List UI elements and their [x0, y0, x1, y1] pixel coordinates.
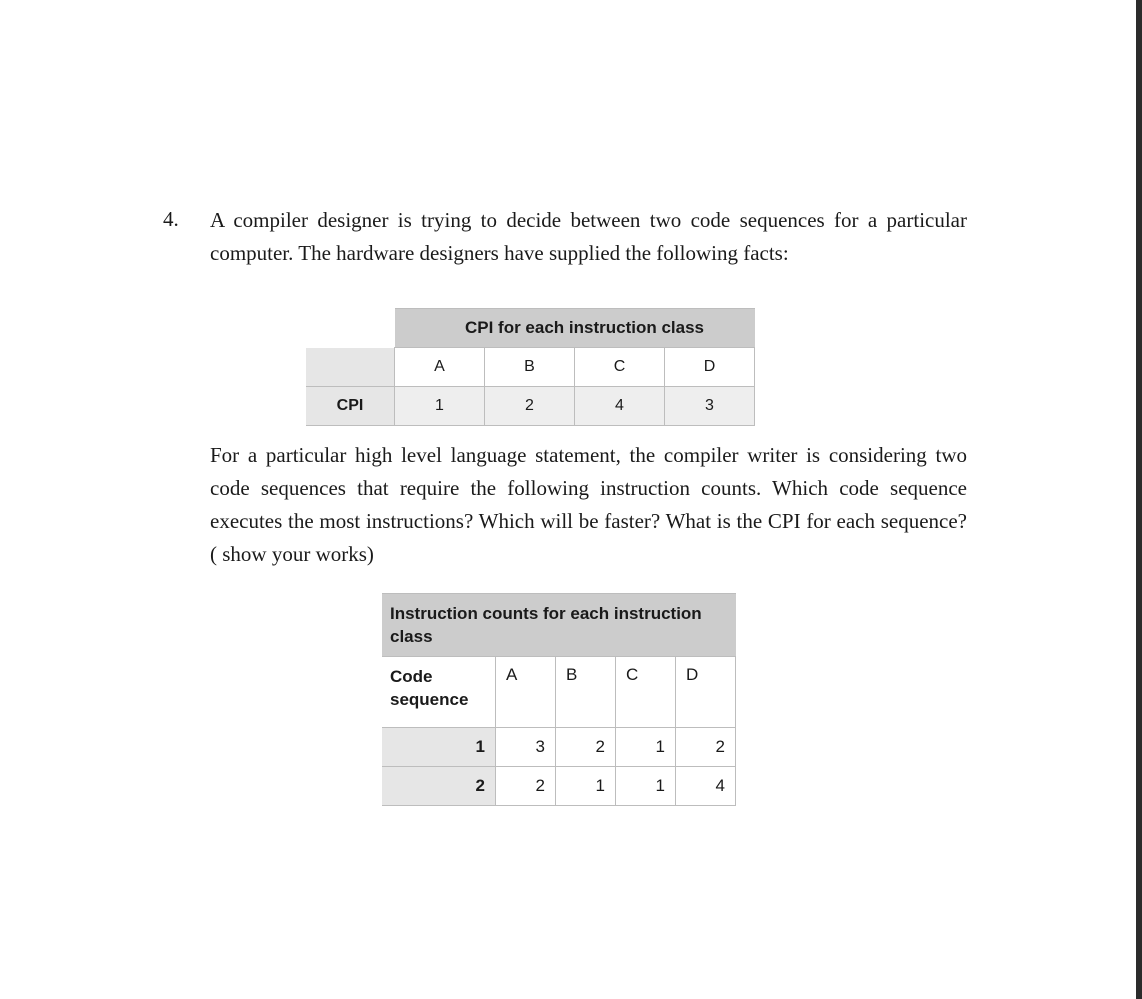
cpi-value-c: 4 — [575, 387, 665, 426]
instruction-count-table — [382, 593, 736, 806]
question-intro: A compiler designer is trying to decide between two code sequences for a particular computer. The hardware designers have supplied the following facts: — [210, 208, 967, 265]
count-value: 2 — [676, 728, 736, 767]
sequence-label: 2 — [382, 767, 496, 806]
cpi-col-header-c: C — [575, 348, 665, 387]
cpi-value-d: 3 — [665, 387, 755, 426]
question-body: For a particular high level language statement, the compiler writer is considering two code sequences that require the following instruction counts. Which code sequence executes the most instructions? Which will be faster? What is the CPI for each sequence? ( show your works) — [210, 443, 967, 566]
count-value: 1 — [556, 767, 616, 806]
count-value: 3 — [496, 728, 556, 767]
cpi-col-header-a: A — [395, 348, 485, 387]
count-col-header-b: B — [556, 657, 616, 728]
cpi-table-corner-header — [306, 309, 395, 348]
cpi-table — [306, 308, 755, 426]
cpi-row-label: CPI — [306, 387, 395, 426]
count-col-header-c: C — [616, 657, 676, 728]
cpi-col-header-b: B — [485, 348, 575, 387]
cpi-col-header-d: D — [665, 348, 755, 387]
table-row — [382, 728, 736, 767]
count-value: 2 — [496, 767, 556, 806]
cpi-value-b: 2 — [485, 387, 575, 426]
count-table-title: Instruction counts for each instruction class — [382, 594, 736, 657]
count-value: 2 — [556, 728, 616, 767]
table-row — [382, 767, 736, 806]
count-value: 1 — [616, 728, 676, 767]
count-col-header-a: A — [496, 657, 556, 728]
count-col-header-d: D — [676, 657, 736, 728]
sequence-label: 1 — [382, 728, 496, 767]
page-right-edge — [1136, 0, 1142, 999]
cpi-table-corner — [306, 348, 395, 387]
cpi-table-title: CPI for each instruction class — [395, 309, 755, 348]
cpi-value-a: 1 — [395, 387, 485, 426]
question-number: 4. — [163, 207, 179, 231]
count-value: 4 — [676, 767, 736, 806]
count-table-corner-label: Code sequence — [382, 657, 496, 728]
count-value: 1 — [616, 767, 676, 806]
